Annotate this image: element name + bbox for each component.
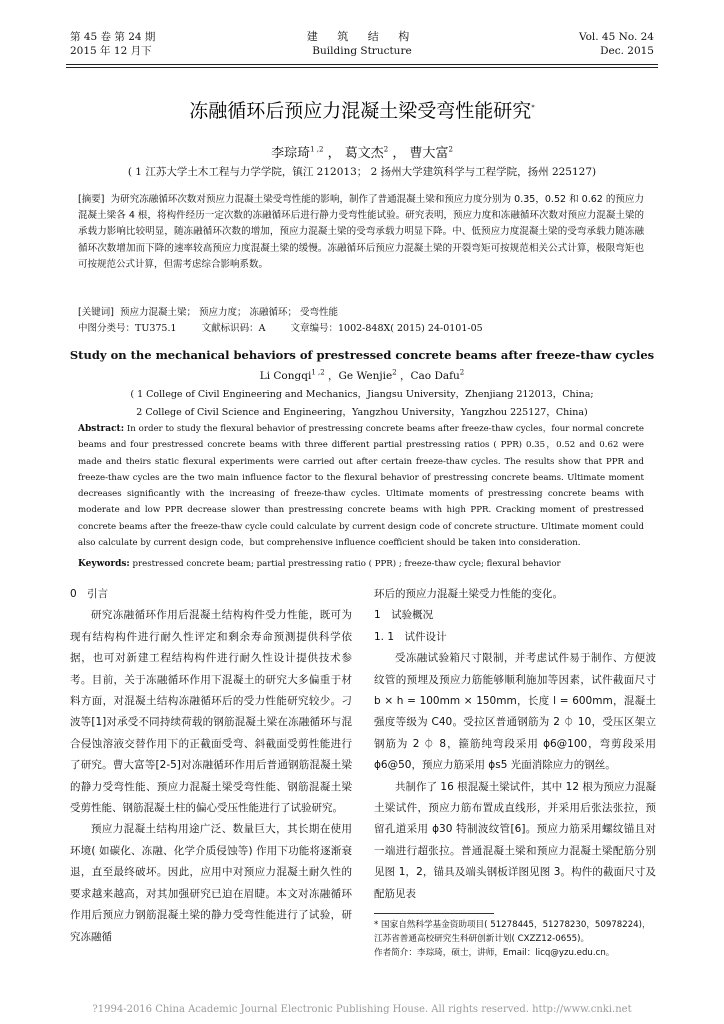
title-text: 冻融循环后预应力混凝土梁受弯性能研究: [189, 100, 532, 122]
section-heading-overview: 1 试验概况: [374, 609, 434, 622]
abstract-zh-text: 为研究冻融循环次数对预应力混凝土梁受弯性能的影响，制作了普通混凝土梁和预应力度分别为 0.35，0.52 和 0.62 的预应力混凝土梁各 4 根，将构件经历一定次数的冻融循环后进行静力受弯性能试验。研究表明，预应力度和冻融循环次数对预应力混凝土梁的承载力影响比较明显，随冻融循环次数的增加，预应力混凝土梁的受弯承载力明显下降。中、低预应力度混凝土梁的受弯承载力随冻融循环次数增加而下降的速率较高预应力度混凝土梁的缓慢。冻融循环后预应力混凝土梁的开裂弯矩可按规范相关公式计算，极限弯矩也可按规范公式计算，但需考虑综合影响系数。: [78, 194, 644, 270]
paper-title-zh: [0, 96, 724, 123]
affiliation-zh: ( 1 江苏大学土木工程与力学学院，镇江 212013； 2 扬州大学建筑科学与工程学院，扬州 225127): [127, 166, 597, 178]
body-paragraph-continued: 环后的预应力混凝土梁受力性能的变化。: [374, 588, 563, 600]
page-footer-watermark: ?1994-2016 China Academic Journal Electronic Publishing House. All rights reserved. http://www.cnki.net: [92, 1004, 632, 1015]
body-paragraph: 受冻融试验箱尺寸限制，并考虑试件易于制作、方便波纹管的预埋及预应力筋能够顺利施加等因素，试件截面尺寸 b × h = 100mm × 150mm，长度 l = 600mm，混凝土强度等级为 C40。受拉区普通钢筋为 2 ⏀ 10，受压区架立钢筋为 2 ⏀ 8，箍筋纯弯段采用 ϕ6@100，弯剪段采用 ϕ6@50，预应力筋采用 ϕs5 光面消除应力的钢丝。: [374, 652, 656, 772]
author-sep: ，: [388, 146, 410, 161]
author-sup: 1 ,2: [310, 145, 324, 154]
volume-issue-en: Vol. 45 No. 24: [578, 31, 654, 43]
author-name: 葛文杰: [344, 146, 384, 161]
abstract-en: [78, 421, 644, 551]
journal-name-en: Building Structure: [312, 45, 412, 57]
issue-date-en: Dec. 2015: [600, 45, 654, 57]
volume-issue: 第 45 卷 第 24 期: [70, 31, 156, 43]
author-name-en: Cao Dafu: [410, 370, 460, 382]
paper-title-en: Study on the mechanical behaviors of prestressed concrete beams after freeze-thaw cycles: [69, 348, 655, 362]
author-name: 李琮琦: [271, 146, 311, 161]
journal-name-zh: 建 筑 结 构: [306, 30, 418, 43]
author-sep: ，: [323, 146, 345, 161]
clc-number: 中图分类号：TU375.1: [78, 323, 177, 334]
title-footnote-mark: *: [531, 103, 535, 112]
abstract-zh: [78, 192, 644, 273]
author-name-en: Li Congqi: [259, 370, 312, 382]
keywords-en-text: prestressed concrete beam; partial prestressing ratio ( PPR) ; freeze-thaw cycle; flexural behavior: [132, 559, 561, 569]
author-sep-en: ，: [396, 370, 411, 382]
author-sup-en: 2: [459, 368, 465, 377]
issue-date: 2015 年 12 月下: [70, 45, 152, 57]
document-code: 文献标识码：A: [201, 323, 266, 334]
body-column-right: [374, 584, 656, 960]
author-sup-en: 1 ,2: [311, 368, 325, 377]
keywords-en-label: Keywords:: [78, 559, 130, 569]
journal-header-right: [579, 30, 654, 58]
article-number: 文章编号：1002-848X( 2015) 24-0101-05: [290, 323, 483, 334]
keywords-zh-text: 预应力混凝土梁； 预应力度； 冻融循环； 受弯性能: [119, 307, 339, 318]
keywords-en: [78, 559, 644, 569]
body-paragraph: 共制作了 16 根混凝土梁试件，其中 12 根为预应力混凝土梁试件，预应力筋布置成直线形，并采用后张法张拉，预留孔道采用 ϕ30 特制波纹管[6]。预应力筋采用螺纹锚且对一端进行超张拉。普通混凝土梁和预应力混凝土梁配筋分别见图 1，2，锚具及端头钢板详图见图 3。构件的截面尺寸及配筋见表: [374, 780, 656, 900]
author-sep-en: ，: [324, 370, 339, 382]
header-rule-bottom: [66, 67, 658, 68]
authors-zh: [0, 142, 724, 161]
header-rule-top: [66, 64, 658, 65]
body-column-left: [70, 584, 352, 948]
subsection-heading-design: 1. 1 试件设计: [374, 630, 447, 643]
author-sup: 2: [383, 145, 389, 154]
abstract-en-label: Abstract:: [78, 424, 125, 434]
author-name-en: Ge Wenjie: [338, 370, 393, 382]
footnote-funding: * 国家自然科学基金资助项目( 51278445，51278230，50978224)，江苏省普通高校研究生科研创新计划( CXZZ12-0655)。: [374, 920, 651, 945]
keywords-zh: [78, 304, 644, 318]
footnotes: [374, 918, 656, 960]
abstract-zh-label: [摘要]: [78, 194, 105, 205]
body-paragraph: 研究冻融循环作用后混凝土结构构件受力性能，既可为现有结构构件进行耐久性评定和剩余寿命预测提供科学依据，也可对新建工程结构构件进行耐久性设计提供技术参考。目前，关于冻融循环作用下混凝土的研究大多偏重于材料方面，对混凝土结构冻融循环后的受力性能研究较少。刁波等[1]对承受不同持续荷载的钢筋混凝土梁在冻融循环与混合侵蚀溶液交替作用下的正截面受弯、斜截面受剪性能进行了研究。曹大富等[2-5]对冻融循环作用后普通钢筋混凝土梁的静力受弯性能、预应力混凝土梁受弯性能、钢筋混凝土梁受剪性能、钢筋混凝土柱的偏心受压性能进行了试验研究。: [70, 609, 352, 815]
author-name: 曹大富: [409, 146, 449, 161]
authors-en: [0, 368, 724, 383]
keywords-zh-label: [关键词]: [78, 307, 114, 318]
abstract-en-text: In order to study the flexural behavior of prestressing concrete beams after freeze-thaw cycles，four normal concrete beams and four prestressed concrete beams with three different partial prestressing ratios ( PPR) 0.35，0.52 and 0.62 were made and theirs static flexural experiments were carried out after certain freeze-thaw cycles. The results show that PPR and freeze-thaw cycles are the two main influence factor to the flexural behavior of prestressing concrete beams. Ultimate moment decreases significantly with the increasing of freeze-thaw cycles. Ultimate moments of prestressing concrete beams with moderate and low PPR decrease slower than prestressing concrete beams with high PPR. Cracking moment of prestressed concrete beams after the freeze-thaw cycle could calculate by current design code of concrete structure. Ultimate moment could also calculate by current design code，but comprehensive influence coefficient should be taken into consideration.: [78, 424, 644, 549]
footnote-author: 作者简介：李琮琦，硕士，讲师，Email：licq@yzu.edu.cn。: [374, 948, 615, 959]
section-heading-intro: 0 引言: [70, 588, 109, 600]
body-paragraph: 预应力混凝土结构用途广泛、数量巨大，其长期在使用环境( 如碳化、冻融、化学介质侵蚀等) 作用下功能将逐渐衰退，直至最终破坏。因此，应用中对预应力混凝土耐久性的要求越来越高，对其加强研究已迫在眉睫。本文对冻融循环作用后预应力钢筋混凝土梁的静力受弯性能进行了试验，研究冻融循: [70, 823, 352, 943]
affiliation-en-1: ( 1 College of Civil Engineering and Mechanics，Jiangsu University，Zhenjiang 212013，China;: [130, 389, 594, 400]
affiliation-en-2: 2 College of Civil Science and Engineering，Yangzhou University，Yangzhou 225127，China): [136, 407, 588, 418]
author-sup-en: 2: [392, 368, 397, 377]
classification-row: [78, 320, 644, 334]
author-sup: 2: [448, 145, 453, 154]
footnote-divider: [374, 913, 494, 914]
